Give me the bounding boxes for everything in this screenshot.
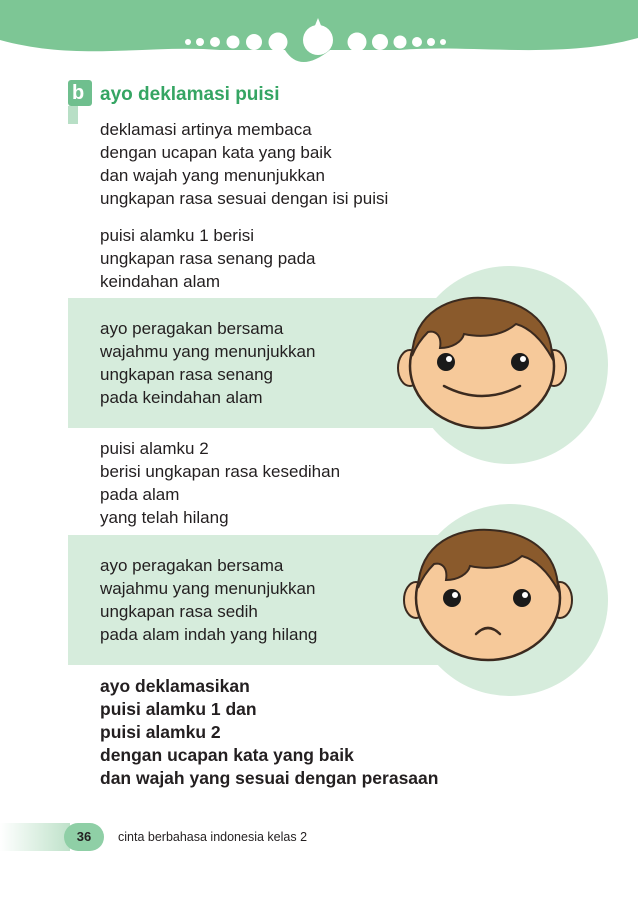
section-rail <box>68 106 78 124</box>
text-line: keindahan alam <box>100 272 221 291</box>
instruction-paragraph <box>100 675 438 790</box>
activity1-paragraph <box>100 317 315 409</box>
text-line: pada alam indah yang hilang <box>100 625 318 644</box>
text-line: ayo peragakan bersama <box>100 556 284 575</box>
text-line: puisi alamku 1 berisi <box>100 226 255 245</box>
text-line: ayo deklamasikan <box>100 676 250 696</box>
definition-paragraph <box>100 118 388 210</box>
text-line: dengan ucapan kata yang baik <box>100 745 354 765</box>
page-number: 36 <box>76 829 92 844</box>
sad-face-icon <box>400 520 578 670</box>
text-line: wajahmu yang menunjukkan <box>100 579 316 598</box>
text-line: berisi ungkapan rasa kesedihan <box>100 462 341 481</box>
footer-bar <box>0 823 70 851</box>
text-line: puisi alamku 1 dan <box>100 699 257 719</box>
text-line: dengan ucapan kata yang baik <box>100 143 332 162</box>
happy-face-icon <box>392 290 572 440</box>
text-line: dan wajah yang sesuai dengan perasaan <box>100 768 439 788</box>
text-line: dan wajah yang menunjukkan <box>100 166 325 185</box>
text-line: pada keindahan alam <box>100 388 263 407</box>
text-line: pada alam <box>100 485 180 504</box>
header-banner <box>0 0 638 70</box>
section-title: ayo deklamasi puisi <box>100 84 280 105</box>
poem2-paragraph <box>100 437 340 529</box>
text-line: deklamasi artinya membaca <box>100 120 312 139</box>
text-line: ungkapan rasa senang pada <box>100 249 316 268</box>
book-title: cinta berbahasa indonesia kelas 2 <box>118 830 308 844</box>
text-line: puisi alamku 2 <box>100 722 221 742</box>
activity2-paragraph <box>100 554 317 646</box>
text-line: ungkapan rasa sesuai dengan isi puisi <box>100 189 389 208</box>
text-line: ungkapan rasa sedih <box>100 602 258 621</box>
text-line: puisi alamku 2 <box>100 439 209 458</box>
text-line: ayo peragakan bersama <box>100 319 284 338</box>
section-letter: b <box>72 82 85 104</box>
poem1-paragraph <box>100 224 316 293</box>
text-line: yang telah hilang <box>100 508 229 527</box>
text-line: wajahmu yang menunjukkan <box>100 342 316 361</box>
text-line: ungkapan rasa senang <box>100 365 273 384</box>
